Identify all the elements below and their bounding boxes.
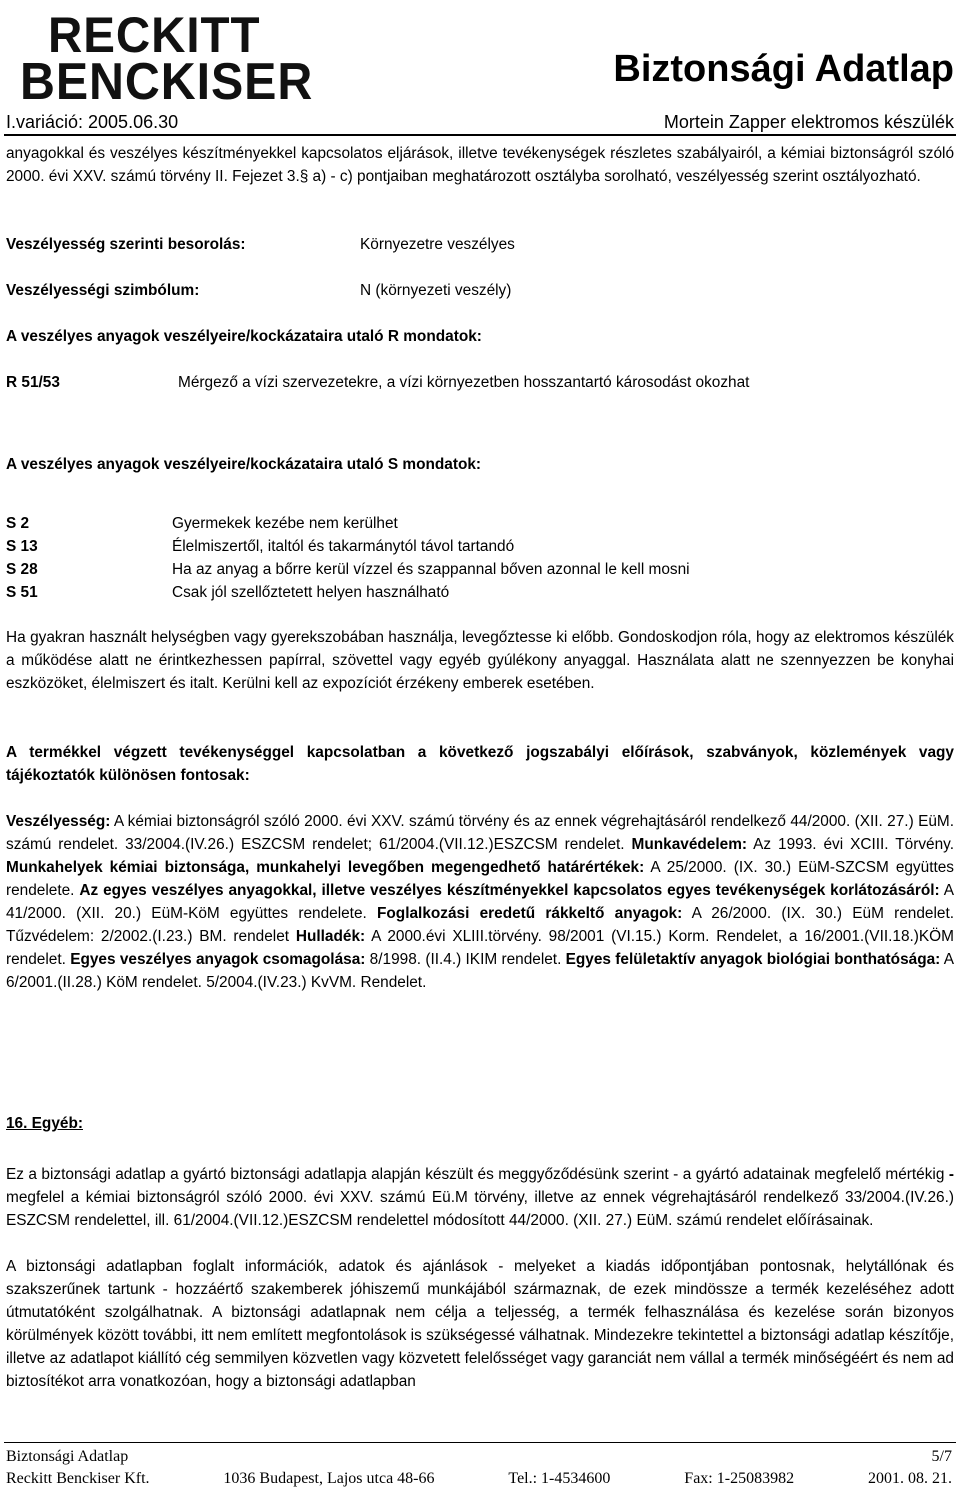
list-item: S 2 Gyermekek kezébe nem kerülhet	[6, 515, 398, 532]
page-number: 5/7	[931, 1448, 952, 1465]
footer-address: 1036 Budapest, Lajos utca 48-66	[223, 1470, 435, 1487]
legal-heading: A termékkel végzett tevékenységgel kapcsolatban a következő jogszabályi előírások, szabványok, közlemények vagy tájékoztatók különösen fontosak:	[6, 744, 954, 784]
footer-doc-title: Biztonsági Adatlap	[6, 1448, 129, 1465]
footer-tel: Tel.: 1-4534600	[508, 1470, 611, 1487]
footer-fax: Fax: 1-25083982	[684, 1470, 795, 1487]
logo-reckitt: RECKITT	[48, 7, 261, 63]
footer-row-2	[6, 1470, 952, 1488]
logo-benckiser: BENCKISER	[20, 53, 314, 111]
r-phrase-code: R 51/53	[6, 374, 60, 391]
intro-paragraph: anyagokkal és veszélyes készítményekkel kapcsolatos eljárások, illetve tevékenységek részletes szabályairól, a kémiai biztonságról szóló 2000. évi XXV. számú törvény II. Fejezet 3.§ a) - c) pontjaiban meghatározott osztályba sorolható, veszélyesség szerint osztályozható.	[6, 145, 954, 185]
hazard-symbol-value: N (környezeti veszély)	[360, 282, 512, 299]
product-name: Mortein Zapper elektromos készülék	[663, 112, 954, 132]
legal-paragraph: Veszélyesség: A kémiai biztonságról szóló 2000. évi XXV. számú törvény és az ennek végrehajtásáról rendelkező 44/2000. (XII. 27.) EüM. számú rendelet. 33/2004.(IV.26.) ESZCSM rendelet; 61/2004.(VII.12.)ESZCSM rendelet. Munkavédelem: Az 1993. évi XCIII. Törvény. Munkahelyek kémiai biztonsága, munkahelyi levegőben megengedhető határértékek: A 25/2000. (IX. 30.) EüM-SZCSM együttes rendelete. Az egyes veszélyes anyagokkal, illetve veszélyes készítményekkel kapcsolatos egyes tevékenységek korlátozásáról: A 41/2000. (XII. 20.) EüM-KöM együttes rendelete. Foglalkozási eredetű rákkeltő anyagok: A 26/2000. (IX. 30.) EüM rendelet. Tűzvédelem: 2/2002.(I.23.) BM. rendelet Hulladék: A 2000.évi XLIII.törvény. 98/2001 (VI.15.) Korm. Rendelet, a 16/2001.(VII.18.)KÖM rendelet. Egyes veszélyes anyagok csomagolása: 8/1998. (II.4.) IKIM rendelet. Egyes felületaktív anyagok biológiai bonthatósága: A 6/2001.(II.28.) KöM rendelet. 5/2004.(IV.23.) KvVM. Rendelet.	[6, 813, 954, 991]
footer-company: Reckitt Benckiser Kft.	[6, 1470, 150, 1487]
usage-paragraph: Ha gyakran használt helységben vagy gyerekszobában használja, levegőztesse ki előbb. Gondoskodjon róla, hogy az elektromos készülék a működése alatt ne érintkezhessen papírral, szövettel vagy egyéb gyúlékony anyaggal. Használata alatt ne szennyezzen be konyhai eszközöket, élelmiszert és italt. Kerülni kell az expozíciót érzékeny emberek esetében.	[6, 629, 954, 692]
s-phrases-heading: A veszélyes anyagok veszélyeire/kockázataira utaló S mondatok:	[6, 456, 482, 473]
section-16-paragraph-2: A biztonsági adatlapban foglalt információk, adatok és ajánlások - melyeket a kiadás időpontjában pontosnak, helytállónak és szakszerűnek tartunk - hozzáértő szakemberek jóhiszemű munkájából származnak, de ezek mindössze a termék kezeléséhez adott útmutatóként szolgálhatnak. A biztonsági adatlapnak nem célja a teljesség, a termék felhasználása és kezelése során bizonyos körülmények között további, itt nem említett megfontolások is szükségessé válhatnak. Mindezekre tekintettel a biztonsági adatlap készítője, illetve az adatlapot kiállító cég semmilyen közvetlen vagy közvetett felelősséget vagy garanciát nem vállal a termék minőségéért és nem ad biztosítékot arra vonatkozóan, hogy a biztonsági adatlapban	[6, 1258, 954, 1390]
document-title: Biztonsági Adatlap	[613, 48, 954, 90]
list-item: S 51 Csak jól szellőztetett helyen használható	[6, 584, 450, 601]
footer-date: 2001. 08. 21.	[867, 1470, 952, 1487]
s-phrases-list	[6, 512, 690, 604]
section-16-paragraph-1: Ez a biztonsági adatlap a gyártó biztonsági adatlapja alapján készült és meggyőződésünk szerint - a gyártó adatainak megfelelő mértékig - megfelel a kémiai biztonságról szóló 2000. évi XXV. számú Eü.M törvény, illetve az ennek végrehajtásáról rendelkező 33/2004.(IV.26.) ESZCSM rendelettel, ill. 61/2004.(VII.12.)ESZCSM rendelettel módosított 44/2000. (XII. 27.) EüM. számú rendelet előírásainak.	[6, 1166, 954, 1229]
section-16-heading: 16. Egyéb:	[6, 1115, 83, 1132]
hazard-class-label: Veszélyesség szerinti besorolás:	[6, 236, 246, 253]
r-phrases-heading: A veszélyes anyagok veszélyeire/kockázataira utaló R mondatok:	[6, 328, 482, 345]
hazard-symbol-label: Veszélyességi szimbólum:	[6, 282, 200, 299]
header-divider	[4, 134, 956, 136]
footer-row-1	[6, 1448, 952, 1466]
hazard-class-value: Környezetre veszélyes	[360, 236, 515, 253]
version-label: I.variáció: 2005.06.30	[6, 112, 179, 132]
list-item: S 13 Élelmiszertől, italtól és takarmánytól távol tartandó	[6, 538, 515, 555]
list-item: S 28 Ha az anyag a bőrre kerül vízzel és szappannal bőven azonnal le kell mosni	[6, 561, 690, 578]
r-phrase-text: Mérgező a vízi szervezetekre, a vízi környezetben hosszantartó károsodást okozhat	[178, 374, 750, 391]
footer-divider	[4, 1442, 956, 1443]
